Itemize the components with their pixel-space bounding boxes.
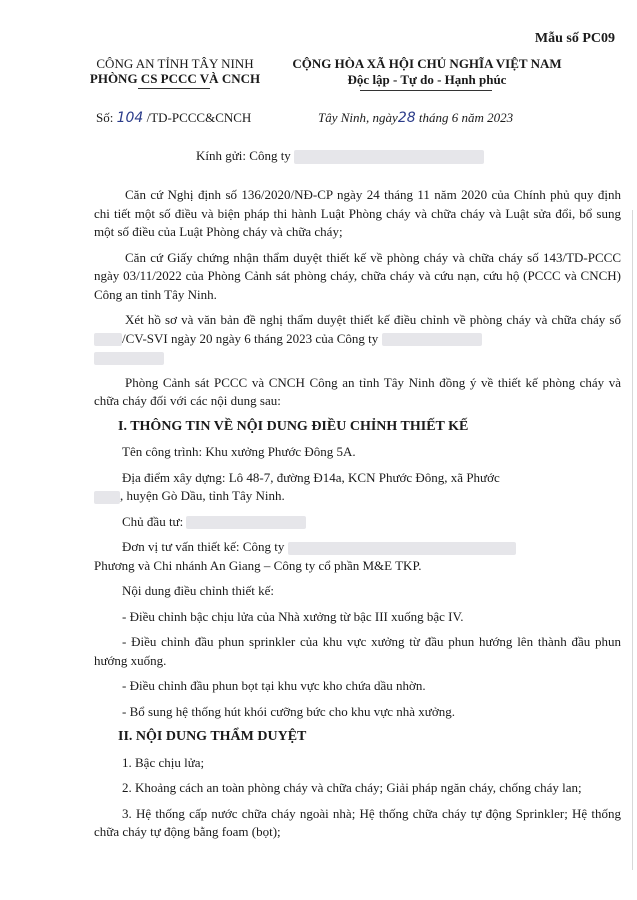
doc-number-handwritten: 104 bbox=[116, 110, 144, 126]
adjustment-title: Nội dung điều chỉnh thiết kế: bbox=[122, 583, 275, 598]
location-text-a: Địa điểm xây dựng: Lô 48-7, đường Đ14a, KCN Phước Đông, xã Phước bbox=[122, 469, 500, 485]
redacted-commune bbox=[94, 491, 120, 504]
recipient-line bbox=[196, 148, 484, 164]
date-day-handwritten: 28 bbox=[397, 110, 416, 126]
location-text-b: , huyện Gò Dầu, tỉnh Tây Ninh. bbox=[120, 488, 285, 503]
paragraph-approval: Phòng Cảnh sát PCCC và CNCH Công an tỉnh Tây Ninh đồng ý về thiết kế phòng cháy và chữa cháy đối với các nội dung sau: bbox=[94, 374, 621, 408]
section-2-heading: II. NỘI DUNG THẨM DUYỆT bbox=[118, 729, 307, 744]
adjustment-item: - Bổ sung hệ thống hút khói cưỡng bức cho khu vực nhà xưởng. bbox=[122, 703, 455, 719]
redacted-investor bbox=[186, 516, 306, 529]
document-body bbox=[94, 186, 621, 849]
redacted-consultant bbox=[288, 542, 516, 555]
motto-underline bbox=[360, 90, 492, 91]
paragraph-request bbox=[94, 311, 621, 367]
adjustment-item: - Điều chỉnh bậc chịu lửa của Nhà xưởng từ bậc III xuống bậc IV. bbox=[122, 608, 464, 624]
project-name: Tên công trình: Khu xưởng Phước Đông 5A. bbox=[122, 444, 356, 459]
review-item: 3. Hệ thống cấp nước chữa cháy ngoài nhà; Hệ thống chữa cháy tự động Sprinkler; Hệ thống chữa cháy tự động bằng foam (bọt); bbox=[94, 805, 621, 839]
section-1-heading: I. THÔNG TIN VỀ NỘI DUNG ĐIỀU CHỈNH THIẾT KẾ bbox=[118, 418, 469, 434]
header-left bbox=[80, 56, 270, 86]
consultant-text-b: Phương và Chi nhánh An Giang – Công ty cổ phần M&E TKP. bbox=[94, 557, 422, 573]
project-location bbox=[94, 469, 621, 506]
paragraph-legal-basis-2: Căn cứ Giấy chứng nhận thẩm duyệt thiết kế về phòng cháy và chữa cháy số 143/TD-PCCC ngày 03/11/2022 của Phòng Cảnh sát phòng cháy, chữa cháy và cứu nạn, cứu hộ (PCCC và CNCH) Công an tỉnh Tây Ninh. bbox=[94, 249, 621, 302]
review-item: 1. Bậc chịu lửa; bbox=[122, 754, 205, 770]
place-date bbox=[318, 110, 513, 126]
doc-number-prefix: Số: bbox=[96, 110, 114, 125]
doc-number-suffix: /TD-PCCC&CNCH bbox=[146, 110, 252, 125]
recipient-label: Kính gửi: Công ty bbox=[196, 148, 291, 163]
agency-name: CÔNG AN TỈNH TÂY NINH bbox=[96, 56, 254, 71]
paragraph-legal-basis-1: Căn cứ Nghị định số 136/2020/NĐ-CP ngày 24 tháng 11 năm 2020 của Chính phủ quy định chi tiết một số điều và biện pháp thi hành Luật Phòng cháy và chữa cháy và Luật sửa đổi, bổ sung một số điều của Luật Phòng cháy và chữa cháy; bbox=[94, 187, 621, 239]
form-code: Mẫu số PC09 bbox=[534, 31, 615, 46]
redacted-number bbox=[94, 333, 122, 346]
consultant bbox=[94, 538, 621, 575]
investor-label: Chủ đầu tư: bbox=[122, 513, 184, 529]
header-right bbox=[282, 56, 572, 88]
document-number bbox=[96, 110, 251, 126]
request-text-a: Xét hồ sơ và văn bản đề nghị thẩm duyệt thiết kế điều chỉnh về phòng cháy và chữa cháy số bbox=[125, 312, 621, 327]
review-item: 2. Khoảng cách an toàn phòng cháy và chữa cháy; Giải pháp ngăn cháy, chống cháy lan; bbox=[122, 780, 582, 795]
adjustment-item: - Điều chỉnh đầu phun bọt tại khu vực kho chứa dầu nhờn. bbox=[122, 678, 426, 693]
department-name: PHÒNG CS PCCC VÀ CNCH bbox=[89, 71, 261, 86]
scan-edge-shadow bbox=[632, 210, 633, 870]
redacted-company bbox=[294, 150, 484, 164]
nation-name: CỘNG HÒA XÃ HỘI CHỦ NGHĨA VIỆT NAM bbox=[292, 56, 562, 71]
motto: Độc lập - Tự do - Hạnh phúc bbox=[347, 72, 507, 87]
header-left-underline bbox=[138, 88, 210, 89]
place-date-prefix: Tây Ninh, ngày bbox=[318, 110, 398, 125]
consultant-label: Đơn vị tư vấn thiết kế: Công ty bbox=[122, 539, 285, 554]
place-date-suffix: tháng 6 năm 2023 bbox=[418, 110, 514, 125]
adjustment-item: - Điều chỉnh đầu phun sprinkler của khu vực xưởng từ đầu phun hướng lên thành đầu phun hướng xuống. bbox=[94, 634, 621, 668]
redacted-company bbox=[382, 333, 482, 346]
request-text-b: /CV-SVI ngày 20 ngày 6 tháng 2023 của Công ty bbox=[122, 330, 379, 346]
redacted-company bbox=[94, 352, 164, 365]
investor bbox=[94, 513, 621, 532]
